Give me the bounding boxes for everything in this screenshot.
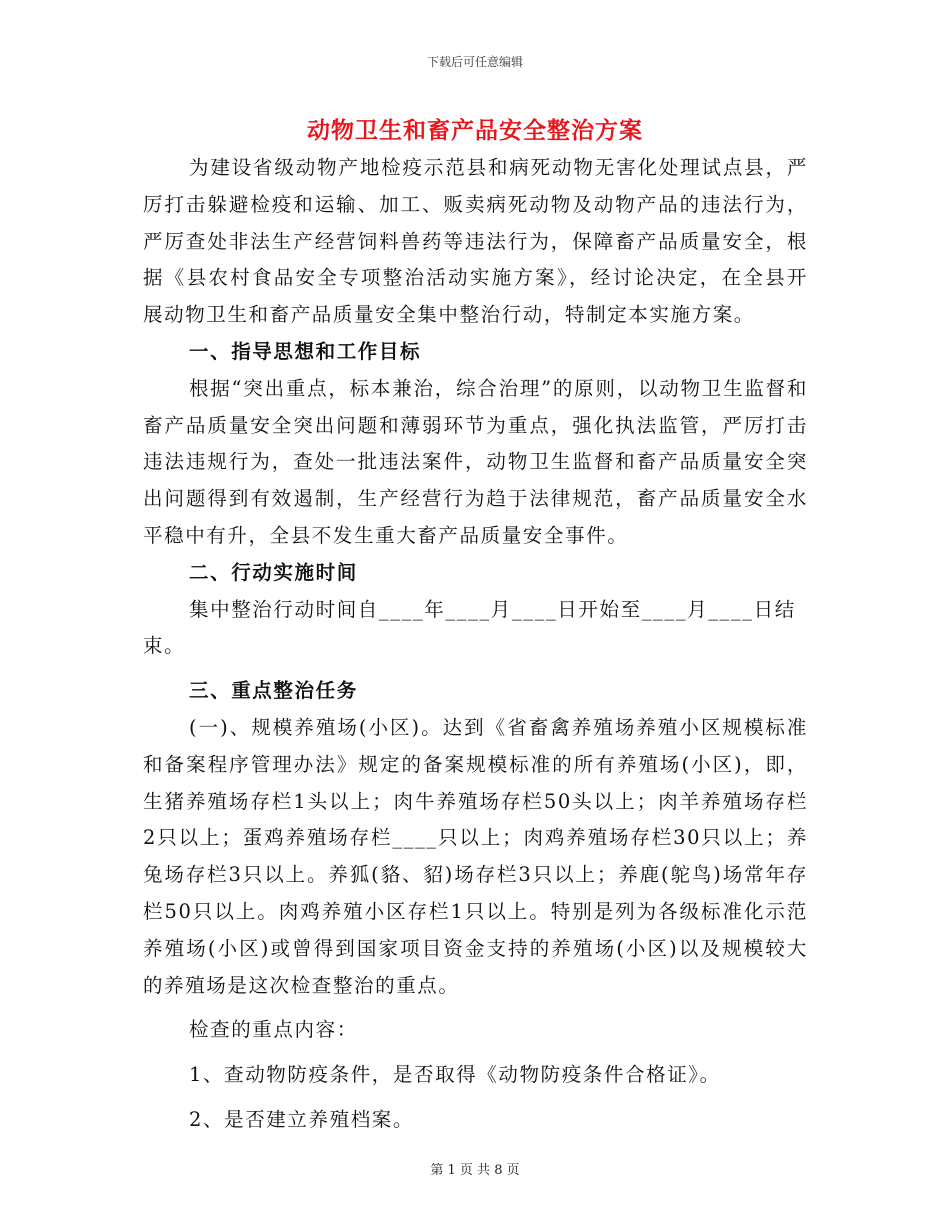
document-body	[143, 150, 808, 1139]
section-heading: 三、重点整治任务	[189, 679, 358, 703]
check-item: 1、查动物防疫条件，是否取得《动物防疫条件合格证》。	[189, 1063, 721, 1087]
check-label: 检查的重点内容：	[189, 1018, 358, 1042]
header-note: 下载后可任意编辑	[426, 55, 523, 69]
section-text: (一)、规模养殖场(小区)。达到《省畜禽养殖场养殖小区规模标准和备案程序管理办法》规定的备案规模标准的所有养殖场(小区)，即，生猪养殖场存栏1头以上；肉牛养殖场存栏50头以上；肉羊养殖场存栏2只以上；蛋鸡养殖场存栏____只以上；肉鸡养殖场存栏30只以上；养兔场存栏3只以上。养狐(貉、貂)场存栏3只以上；养鹿(鸵鸟)场常年存栏50只以上。肉鸡养殖小区存栏1只以上。特别是列为各级标准化示范养殖场(小区)或曾得到国家项目资金支持的养殖场(小区)以及规模较大的养殖场是这次检查整治的重点。	[143, 715, 808, 997]
section-text: 根据“突出重点，标本兼治，综合治理”的原则，以动物卫生监督和畜产品质量安全突出问题和薄弱环节为重点，强化执法监管，严厉打击违法违规行为，查处一批违法案件，动物卫生监督和畜产品质量安全突出问题得到有效遏制，生产经营行为趋于法律规范，畜产品质量安全水平稳中有升，全县不发生重大畜产品质量安全事件。	[143, 376, 808, 547]
intro-paragraph: 为建设省级动物产地检疫示范县和病死动物无害化处理试点县，严厉打击躲避检疫和运输、加工、贩卖病死动物及动物产品的违法行为，严厉查处非法生产经营饲料兽药等违法行为，保障畜产品质量安全，根据《县农村食品安全专项整治活动实施方案》，经讨论决定，在全县开展动物卫生和畜产品质量安全集中整治行动，特制定本实施方案。	[143, 156, 808, 327]
section-heading: 二、行动实施时间	[189, 560, 358, 584]
document-title: 动物卫生和畜产品安全整治方案	[307, 117, 643, 144]
page-footer: 第 1 页 共 8 页	[430, 1163, 520, 1178]
section-text: 集中整治行动时间自____年____月____日开始至____月____日结束。	[143, 597, 796, 658]
check-item: 2、是否建立养殖档案。	[189, 1107, 415, 1131]
section-heading: 一、指导思想和工作目标	[189, 339, 422, 363]
